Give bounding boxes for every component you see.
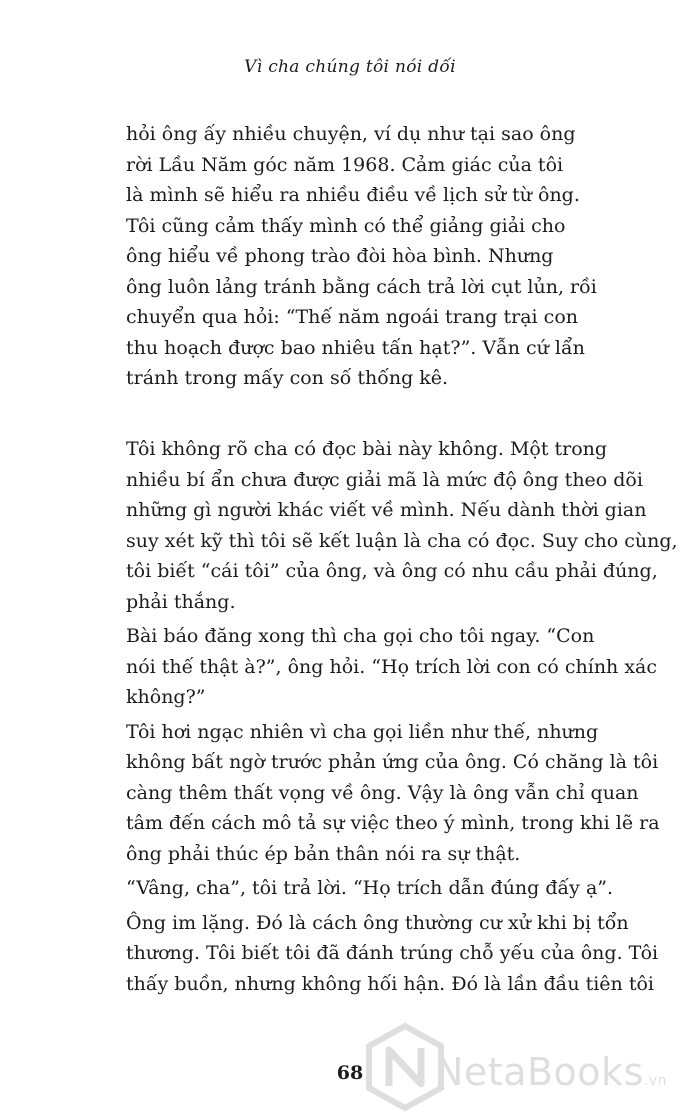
paragraph: [126, 873, 621, 904]
text-line: là mình sẽ hiểu ra nhiều điều về lịch sử từ ông.: [126, 184, 580, 206]
page-number: 68: [336, 1062, 364, 1084]
text-line: phải thắng.: [126, 590, 236, 613]
text-line: không bất ngờ trước phản ứng của ông. Có chăng là tôi: [126, 751, 659, 773]
watermark: [365, 1022, 695, 1112]
text-line: tâm đến cách mô tả sự việc theo ý mình, trong khi lẽ ra: [126, 812, 660, 834]
text-line: thương. Tôi biết tôi đã đánh trúng chỗ yếu của ông. Tôi: [126, 942, 659, 964]
text-line: hỏi ông ấy nhiều chuyện, ví dụ như tại sao ông: [126, 123, 576, 145]
text-line: “Vâng, cha”, tôi trả lời. “Họ trích dẫn đúng đấy ạ”.: [126, 877, 614, 899]
paragraph: [126, 434, 678, 617]
paragraph: [126, 621, 658, 713]
text-line: tôi biết “cái tôi” của ông, và ông có nhu cầu phải đúng,: [126, 560, 658, 582]
text-line: ông luôn lảng tránh bằng cách trả lời cụt lủn, rồi: [126, 275, 597, 298]
text-line: Tôi hơi ngạc nhiên vì cha gọi liền như thế, nhưng: [126, 720, 599, 743]
text-line: ông hiểu về phong trào đòi hòa bình. Nhưng: [126, 245, 554, 267]
watermark-text: [435, 1050, 667, 1094]
text-block-continuation: [126, 119, 621, 394]
watermark-brand: NetaBooks: [435, 1050, 644, 1094]
text-line: Bài báo đăng xong thì cha gọi cho tôi ngay. “Con: [126, 625, 595, 647]
text-line: chuyển qua hỏi: “Thế năm ngoái trang trại con: [126, 306, 578, 328]
text-line: không?”: [126, 686, 206, 708]
text-line: nói thế thật à?”, ông hỏi. “Họ trích lời con có chính xác: [126, 655, 658, 678]
text-line: càng thêm thất vọng về ông. Vậy là ông vẫn chỉ quan: [126, 781, 639, 804]
paragraph: [126, 908, 659, 1000]
text-line: Tôi không rõ cha có đọc bài này không. Một trong: [126, 438, 608, 460]
running-header: Vì cha chúng tôi nói dối: [244, 57, 456, 77]
watermark-suffix: .vn: [643, 1073, 667, 1089]
paragraph: [126, 717, 660, 870]
text-line: suy xét kỹ thì tôi sẽ kết luận là cha có đọc. Suy cho cùng,: [126, 529, 678, 552]
text-line: Ông im lặng. Đó là cách ông thường cư xử khi bị tổn: [126, 911, 629, 934]
text-block-main: [126, 434, 678, 999]
text-line: nhiều bí ẩn chưa được giải mã là mức độ ông theo dõi: [126, 468, 643, 491]
text-line: rời Lầu Năm góc năm 1968. Cảm giác của tôi: [126, 153, 564, 176]
text-line: ông phải thúc ép bản thân nói ra sự thật.: [126, 842, 521, 865]
text-line: thấy buồn, nhưng không hối hận. Đó là lần đầu tiên tôi: [126, 972, 654, 995]
text-line: thu hoạch được bao nhiêu tấn hạt?”. Vẫn cứ lẩn: [126, 336, 585, 359]
neta-logo-icon: [365, 1022, 445, 1112]
text-line: những gì người khác viết về mình. Nếu dành thời gian: [126, 499, 647, 521]
text-line: Tôi cũng cảm thấy mình có thể giảng giải cho: [126, 214, 566, 237]
text-line: tránh trong mấy con số thống kê.: [126, 367, 449, 389]
paragraph: [126, 119, 621, 394]
